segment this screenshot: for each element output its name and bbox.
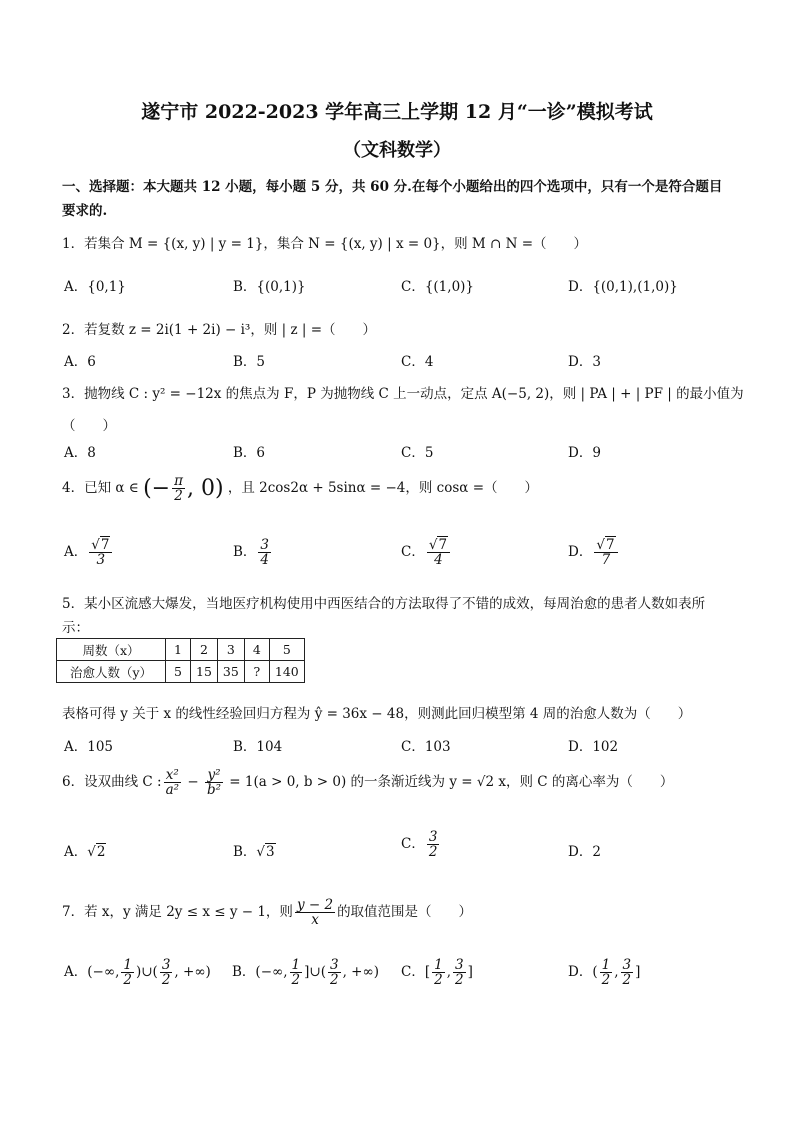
q6-option-c: C． $\frac{3}{2}$ xyxy=(401,829,438,861)
table-cell: 35 xyxy=(217,661,244,683)
question-7: 7．若 x，y 满足 2y ≤ x ≤ y − 1，则 $\frac{y - 2}{x}$ 的取值范围是（ ） xyxy=(62,897,473,929)
q2-option-b: B．5 xyxy=(233,354,266,370)
question-2: 2．若复数 z = 2i(1 + 2i) − i³，则 | z | =（ ） xyxy=(62,322,377,338)
q4-option-d: D． $\frac{√7}{7}$ xyxy=(568,538,620,567)
question-5-line2: 示： xyxy=(62,620,89,636)
q6-option-b: B．√3 xyxy=(233,844,275,860)
q3-option-d: D．9 xyxy=(568,445,601,461)
q5-option-a: A．105 xyxy=(64,739,114,755)
section-heading-line1: 一、选择题：本大题共 12 小题，每小题 5 分，共 60 分.在每个小题给出的四个选项中，只有一个是符合题目 xyxy=(62,179,723,195)
table-cell: 5 xyxy=(166,661,191,683)
q5-option-c: C．103 xyxy=(401,739,451,755)
q7-option-a: A．(−∞, $\frac{1}{2}$ )∪( $\frac{3}{2}$ , +∞) xyxy=(64,957,211,989)
q4-interval-left: (− xyxy=(143,476,171,502)
q7-option-c: C．[ $\frac{1}{2}$ , $\frac{3}{2}$ ] xyxy=(401,957,473,989)
table-row xyxy=(57,661,305,683)
question-5-line1: 5．某小区流感大爆发，当地医疗机构使用中西医结合的方法取得了不错的成效，每周治愈的患者人数如表所 xyxy=(62,596,706,612)
q4-pre: 4．已知 α ∈ xyxy=(62,480,139,497)
q1-option-c: C．{(1,0)} xyxy=(401,279,475,295)
q6-option-a: A．√2 xyxy=(64,844,106,860)
q1-option-b: B．{(0,1)} xyxy=(233,279,306,295)
cure-data-table xyxy=(56,638,305,683)
question-6: 6．设双曲线 C : $\frac{\text{x²}}{\text{a²}}$ − $\frac{\text{y²}}{\text{b²}}$ = 1(a > 0, b > 0) 的一条渐近线为 y = √2 x，则 C 的离心率为（ ） xyxy=(62,767,674,799)
q6-option-d: D．2 xyxy=(568,844,601,860)
q4-option-c: C． $\frac{√7}{4}$ xyxy=(401,538,452,567)
table-cell: 1 xyxy=(166,639,191,661)
q3-option-c: C．5 xyxy=(401,445,434,461)
q5-option-d: D．102 xyxy=(568,739,619,755)
q4-post: ，且 2cos2α + 5sinα = −4，则 cosα =（ ） xyxy=(227,480,539,497)
exam-title: 遂宁市 2022-2023 学年高三上学期 12 月“一诊”模拟考试 xyxy=(141,101,653,123)
table-row xyxy=(57,639,305,661)
q4-pi-over-2: $\frac{\pi}{2}$ xyxy=(174,473,183,505)
table-cell: 3 xyxy=(217,639,244,661)
table-cell: 140 xyxy=(269,661,304,683)
q2-option-c: C．4 xyxy=(401,354,434,370)
question-3-line2: （ ） xyxy=(62,418,116,434)
q7-option-d: D．( $\frac{1}{2}$ , $\frac{3}{2}$ ] xyxy=(568,957,641,989)
question-1: 1．若集合 M = {(x, y) | y = 1}，集合 N = {(x, y) | x = 0}，则 M ∩ N =（ ） xyxy=(62,236,588,252)
q4-option-a: A． $\frac{√7}{3}$ xyxy=(64,538,114,567)
q7-option-b: B．(−∞, $\frac{1}{2}$ ]∪( $\frac{3}{2}$ , +∞) xyxy=(232,957,380,989)
q3-option-a: A．8 xyxy=(64,445,96,461)
question-3-line1: 3．抛物线 C : y² = −12x 的焦点为 F，P 为抛物线 C 上一动点，定点 A(−5, 2)，则 | PA | + | PF | 的最小值为 xyxy=(62,386,744,402)
q4-interval-right: , 0) xyxy=(186,476,224,502)
table-cell: 2 xyxy=(191,639,218,661)
table-cell: 4 xyxy=(244,639,269,661)
table-cell: 5 xyxy=(269,639,304,661)
q1-option-a: A．{0,1} xyxy=(64,279,126,295)
table-cell: 周数（x） xyxy=(57,639,166,661)
question-4 xyxy=(62,474,538,503)
q4-option-b: B． $\frac{3}{4}$ xyxy=(233,537,270,569)
section-heading-line2: 要求的. xyxy=(62,203,108,219)
q2-option-a: A．6 xyxy=(64,354,96,370)
q1-option-d: D．{(0,1),(1,0)} xyxy=(568,279,678,295)
question-5-line3: 表格可得 y 关于 x 的线性经验回归方程为 ŷ = 36x − 48，则测此回归模型第 4 周的治愈人数为（ ） xyxy=(62,706,692,722)
q5-option-b: B．104 xyxy=(233,739,283,755)
q3-option-b: B．6 xyxy=(233,445,266,461)
q2-option-d: D．3 xyxy=(568,354,601,370)
table-cell: ? xyxy=(244,661,269,683)
exam-subtitle: （文科数学） xyxy=(343,140,451,161)
table-cell: 15 xyxy=(191,661,218,683)
table-cell: 治愈人数（y） xyxy=(57,661,166,683)
